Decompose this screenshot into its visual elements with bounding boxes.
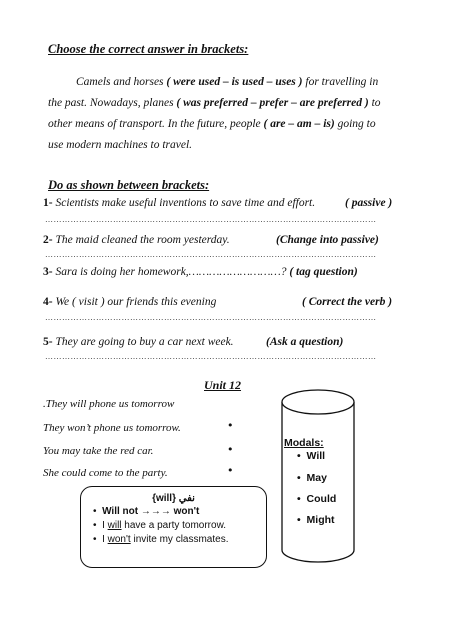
question-5-instruction: (Ask a question)	[266, 336, 344, 348]
example-text: have a party tomorrow.	[121, 520, 227, 531]
para-text: the past. Nowadays, planes	[48, 97, 177, 109]
question-text: We ( visit ) our friends this evening	[55, 296, 217, 308]
will-box-line-1	[93, 506, 266, 517]
question-1	[43, 197, 315, 209]
modals-title: Modals:	[284, 437, 324, 449]
modal-label: Might	[306, 514, 335, 526]
question-text: The maid cleaned the room yesterday.	[55, 234, 230, 246]
question-number: 1-	[43, 197, 53, 209]
question-number: 4-	[43, 296, 53, 308]
section2-title: Do as shown between brackets:	[48, 178, 210, 192]
bullet: •	[227, 464, 234, 477]
question-2	[43, 234, 230, 246]
modal-label: May	[306, 472, 327, 484]
question-number: 3-	[43, 266, 53, 278]
choice-3: ( are – am – is)	[263, 118, 335, 130]
question-number: 5-	[43, 336, 53, 348]
question-text: Scientists make useful inventions to save time and effort.	[55, 197, 316, 209]
example-sentence-3: You may take the red car.	[43, 445, 154, 457]
bullet: •	[297, 493, 301, 505]
question-5	[43, 336, 234, 348]
will-box-line-2	[93, 520, 266, 531]
example-sentence-1: .They will phone us tomorrow	[43, 398, 175, 410]
question-1-instruction: ( passive )	[345, 197, 393, 209]
para-line-1	[48, 72, 408, 93]
underlined-word: will	[107, 520, 122, 531]
example-text: I	[102, 534, 108, 545]
question-text: Sara is doing her homework,………………………?	[55, 266, 287, 278]
bullet: •	[297, 450, 301, 462]
example-sentence-4: She could come to the party.	[43, 467, 168, 479]
will-box-title: {will} نفي	[152, 493, 195, 504]
para-text: going to	[334, 118, 376, 130]
choice-2: ( was preferred – prefer – are preferred )	[176, 97, 369, 109]
section1-title: Choose the correct answer in brackets:	[48, 42, 249, 56]
para-text: Camels and horses	[76, 76, 167, 88]
para-line-4: use modern machines to travel.	[48, 139, 193, 151]
bullet: •	[227, 443, 234, 456]
underlined-word: won't	[107, 534, 131, 545]
bullet: •	[297, 472, 301, 484]
section1-paragraph	[48, 72, 408, 156]
question-3	[43, 266, 358, 278]
question-4	[43, 296, 216, 308]
para-line-2	[48, 93, 408, 114]
modal-item-might	[297, 514, 335, 526]
para-text: to	[368, 97, 381, 109]
modal-item-could	[297, 493, 336, 505]
answer-line-4: ………………………………………………………………………………………………………	[45, 313, 377, 322]
choice-1: ( were used – is used – uses )	[166, 76, 303, 88]
modal-item-will	[297, 450, 325, 462]
question-text: They are going to buy a car next week.	[55, 336, 234, 348]
example-text: I	[102, 520, 108, 531]
bullet: •	[93, 520, 97, 531]
modal-label: Will	[306, 450, 326, 462]
modal-item-may	[297, 472, 327, 484]
example-text: invite my classmates.	[130, 534, 229, 545]
question-2-instruction: (Change into passive)	[276, 234, 379, 246]
question-3-instruction: ( tag question)	[289, 266, 358, 278]
bullet: •	[227, 419, 234, 432]
example-sentence-2: They won’t phone us tomorrow.	[43, 422, 181, 434]
answer-line-5: ………………………………………………………………………………………………………	[45, 352, 377, 361]
modal-label: Could	[306, 493, 337, 505]
para-text: other means of transport. In the future, people	[48, 118, 264, 130]
question-number: 2-	[43, 234, 53, 246]
bullet: •	[93, 534, 97, 545]
question-4-instruction: ( Correct the verb )	[302, 296, 393, 308]
will-box-line-3	[93, 534, 266, 545]
unit-title: Unit 12	[204, 378, 242, 392]
bullet: •	[93, 506, 97, 517]
answer-line-1: ………………………………………………………………………………………………………	[45, 215, 377, 224]
will-negation-box	[80, 486, 267, 568]
answer-line-2: ………………………………………………………………………………………………………	[45, 250, 377, 259]
will-not-rule: Will not →→→ won't	[102, 506, 200, 517]
bullet: •	[297, 514, 301, 526]
para-text: for travelling in	[302, 76, 379, 88]
para-line-3	[48, 114, 408, 135]
